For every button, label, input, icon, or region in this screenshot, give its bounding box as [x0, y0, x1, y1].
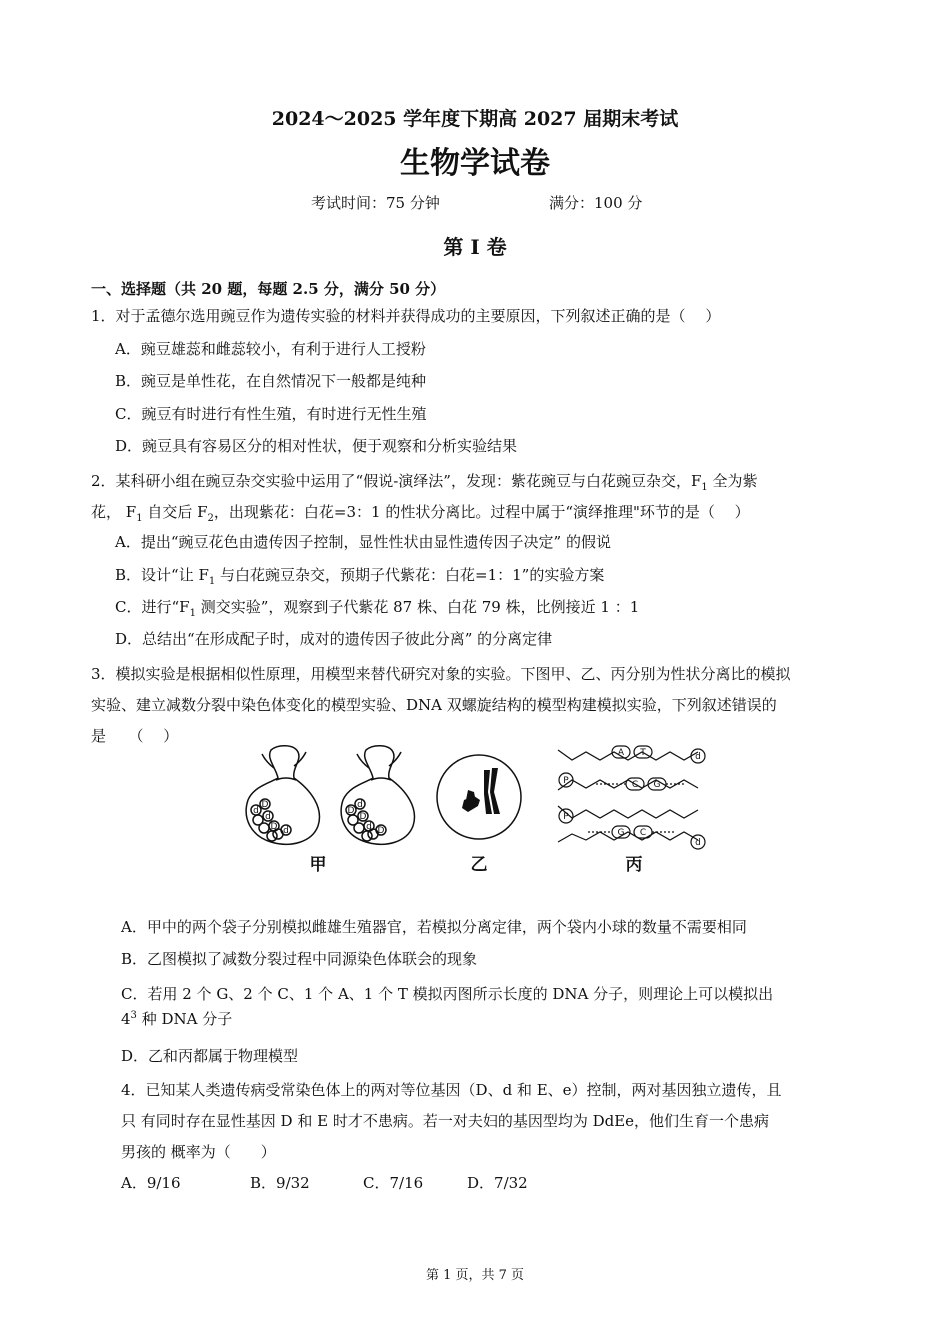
- q1-option-b: B．豌豆是单性花，在自然情况下一般都是纯种: [115, 372, 427, 390]
- q4-option-b: B．9/32: [250, 1174, 310, 1192]
- svg-text:D: D: [359, 812, 367, 822]
- svg-text:D: D: [377, 826, 385, 836]
- q4-option-d: D．7/32: [467, 1174, 528, 1192]
- svg-text:d: d: [695, 752, 701, 762]
- q4-option-c: C．7/16: [363, 1174, 424, 1192]
- svg-text:d: d: [283, 826, 289, 836]
- q4-stem-line1: 4．已知某人类遗传病受常染色体上的两对等位基因（D、d 和 E、e）控制，两对基因独立遗传，且: [121, 1081, 782, 1099]
- svg-text:d: d: [253, 806, 259, 816]
- full-score: 满分：100 分: [549, 194, 643, 212]
- svg-text:D: D: [261, 800, 269, 810]
- svg-text:C: C: [639, 828, 647, 838]
- svg-text:G: G: [617, 828, 625, 838]
- q1-option-c: C．豌豆有时进行有性生殖，有时进行无性生殖: [115, 405, 427, 423]
- svg-text:P: P: [563, 812, 569, 822]
- section-heading: 一、选择题（共 20 题，每题 2.5 分，满分 50 分）: [91, 280, 446, 298]
- fig-label-jia: 甲: [309, 855, 327, 875]
- page-footer: 第 1 页，共 7 页: [425, 1268, 525, 1283]
- q1-option-d: D．豌豆具有容易区分的相对性状，便于观察和分析实验结果: [115, 437, 518, 455]
- svg-text:A: A: [617, 748, 625, 758]
- q3-stem-line2: 实验、建立减数分裂中染色体变化的模型实验、DNA 双螺旋结构的模型构建模拟实验，下列叙述错误的: [91, 696, 777, 714]
- svg-text:T: T: [640, 748, 646, 758]
- subject-title: 生物学试卷: [400, 146, 550, 181]
- q3-option-d: D．乙和丙都属于物理模型: [121, 1047, 299, 1065]
- svg-text:P: P: [563, 776, 569, 786]
- q1-stem: 1．对于孟德尔选用豌豆作为遗传实验的材料并获得成功的主要原因，下列叙述正确的是（ ）: [91, 307, 721, 325]
- exam-time: 考试时间：75 分钟: [311, 194, 440, 212]
- fig-label-bing: 丙: [625, 855, 643, 875]
- q3-option-a: A．甲中的两个袋子分别模拟雌雄生殖器官，若模拟分离定律，两个袋内小球的数量不需要相同: [121, 918, 747, 936]
- q3-stem-line3: 是 （ ）: [91, 727, 179, 745]
- svg-text:D: D: [347, 806, 355, 816]
- q2-option-c: C．进行“$F_1$ 测交实验”，观察到子代紫花 87 株、白花 79 株，比例接近 1 ：1: [115, 598, 640, 619]
- q3-option-c-line1: C．若用 2 个 G、2 个 C、1 个 A、1 个 T 模拟丙图所示长度的 DNA 分子，则理论上可以模拟出: [121, 985, 774, 1003]
- q4-stem-line3: 男孩的 概率为（ ）: [121, 1143, 276, 1161]
- q3-option-c-line2: $4^3$ 种 DNA 分子: [121, 1010, 233, 1028]
- svg-text:C: C: [631, 780, 639, 790]
- dna-model-icon: [558, 746, 705, 849]
- q4-stem-line2: 只 有同时存在显性基因 D 和 E 时才不患病。若一对夫妇的基因型均为 DdEe，他们生育一个患病: [121, 1112, 770, 1130]
- q3-figure: [236, 738, 716, 880]
- cell-chromosome-icon: [437, 755, 521, 839]
- q2-option-b: B．设计“让 $F_1$ 与白花豌豆杂交，预期子代紫花：白花=1：1”的实验方案: [115, 566, 605, 587]
- svg-text:G: G: [653, 780, 661, 790]
- q2-stem-line1: 2．某科研小组在豌豆杂交实验中运用了“假说-演绎法”，发现：紫花豌豆与白花豌豆杂交，$F_1$ 全为紫: [91, 472, 758, 493]
- q2-stem-line2: 花， $F_1$ 自交后 $F_2$，出现紫花：白花=3：1 的性状分离比。过程中属于“演绎推理"环节的是（ ）: [91, 503, 750, 524]
- q3-stem-line1: 3．模拟实验是根据相似性原理，用模型来替代研究对象的实验。下图甲、乙、丙分别为性状分离比的模拟: [91, 665, 791, 683]
- exam-title: 2024～2025 学年度下期高 2027 届期末考试: [271, 108, 679, 130]
- q2-option-a: A．提出“豌豆花色由遗传因子控制，显性性状由显性遗传因子决定” 的假说: [115, 533, 611, 551]
- svg-text:D: D: [270, 822, 278, 832]
- q1-option-a: A．豌豆雄蕊和雌蕊较小，有利于进行人工授粉: [115, 340, 426, 358]
- svg-text:d: d: [265, 812, 271, 822]
- q3-option-b: B．乙图模拟了减数分裂过程中同源染色体联会的现象: [121, 950, 478, 968]
- volume-heading: 第 I 卷: [443, 235, 507, 259]
- fig-label-yi: 乙: [470, 855, 488, 875]
- svg-text:d: d: [366, 822, 372, 832]
- svg-text:d: d: [357, 800, 363, 810]
- svg-text:d: d: [695, 838, 701, 848]
- q4-option-a: A．9/16: [121, 1174, 181, 1192]
- q2-option-d: D．总结出“在形成配子时，成对的遗传因子彼此分离” 的分离定律: [115, 630, 553, 648]
